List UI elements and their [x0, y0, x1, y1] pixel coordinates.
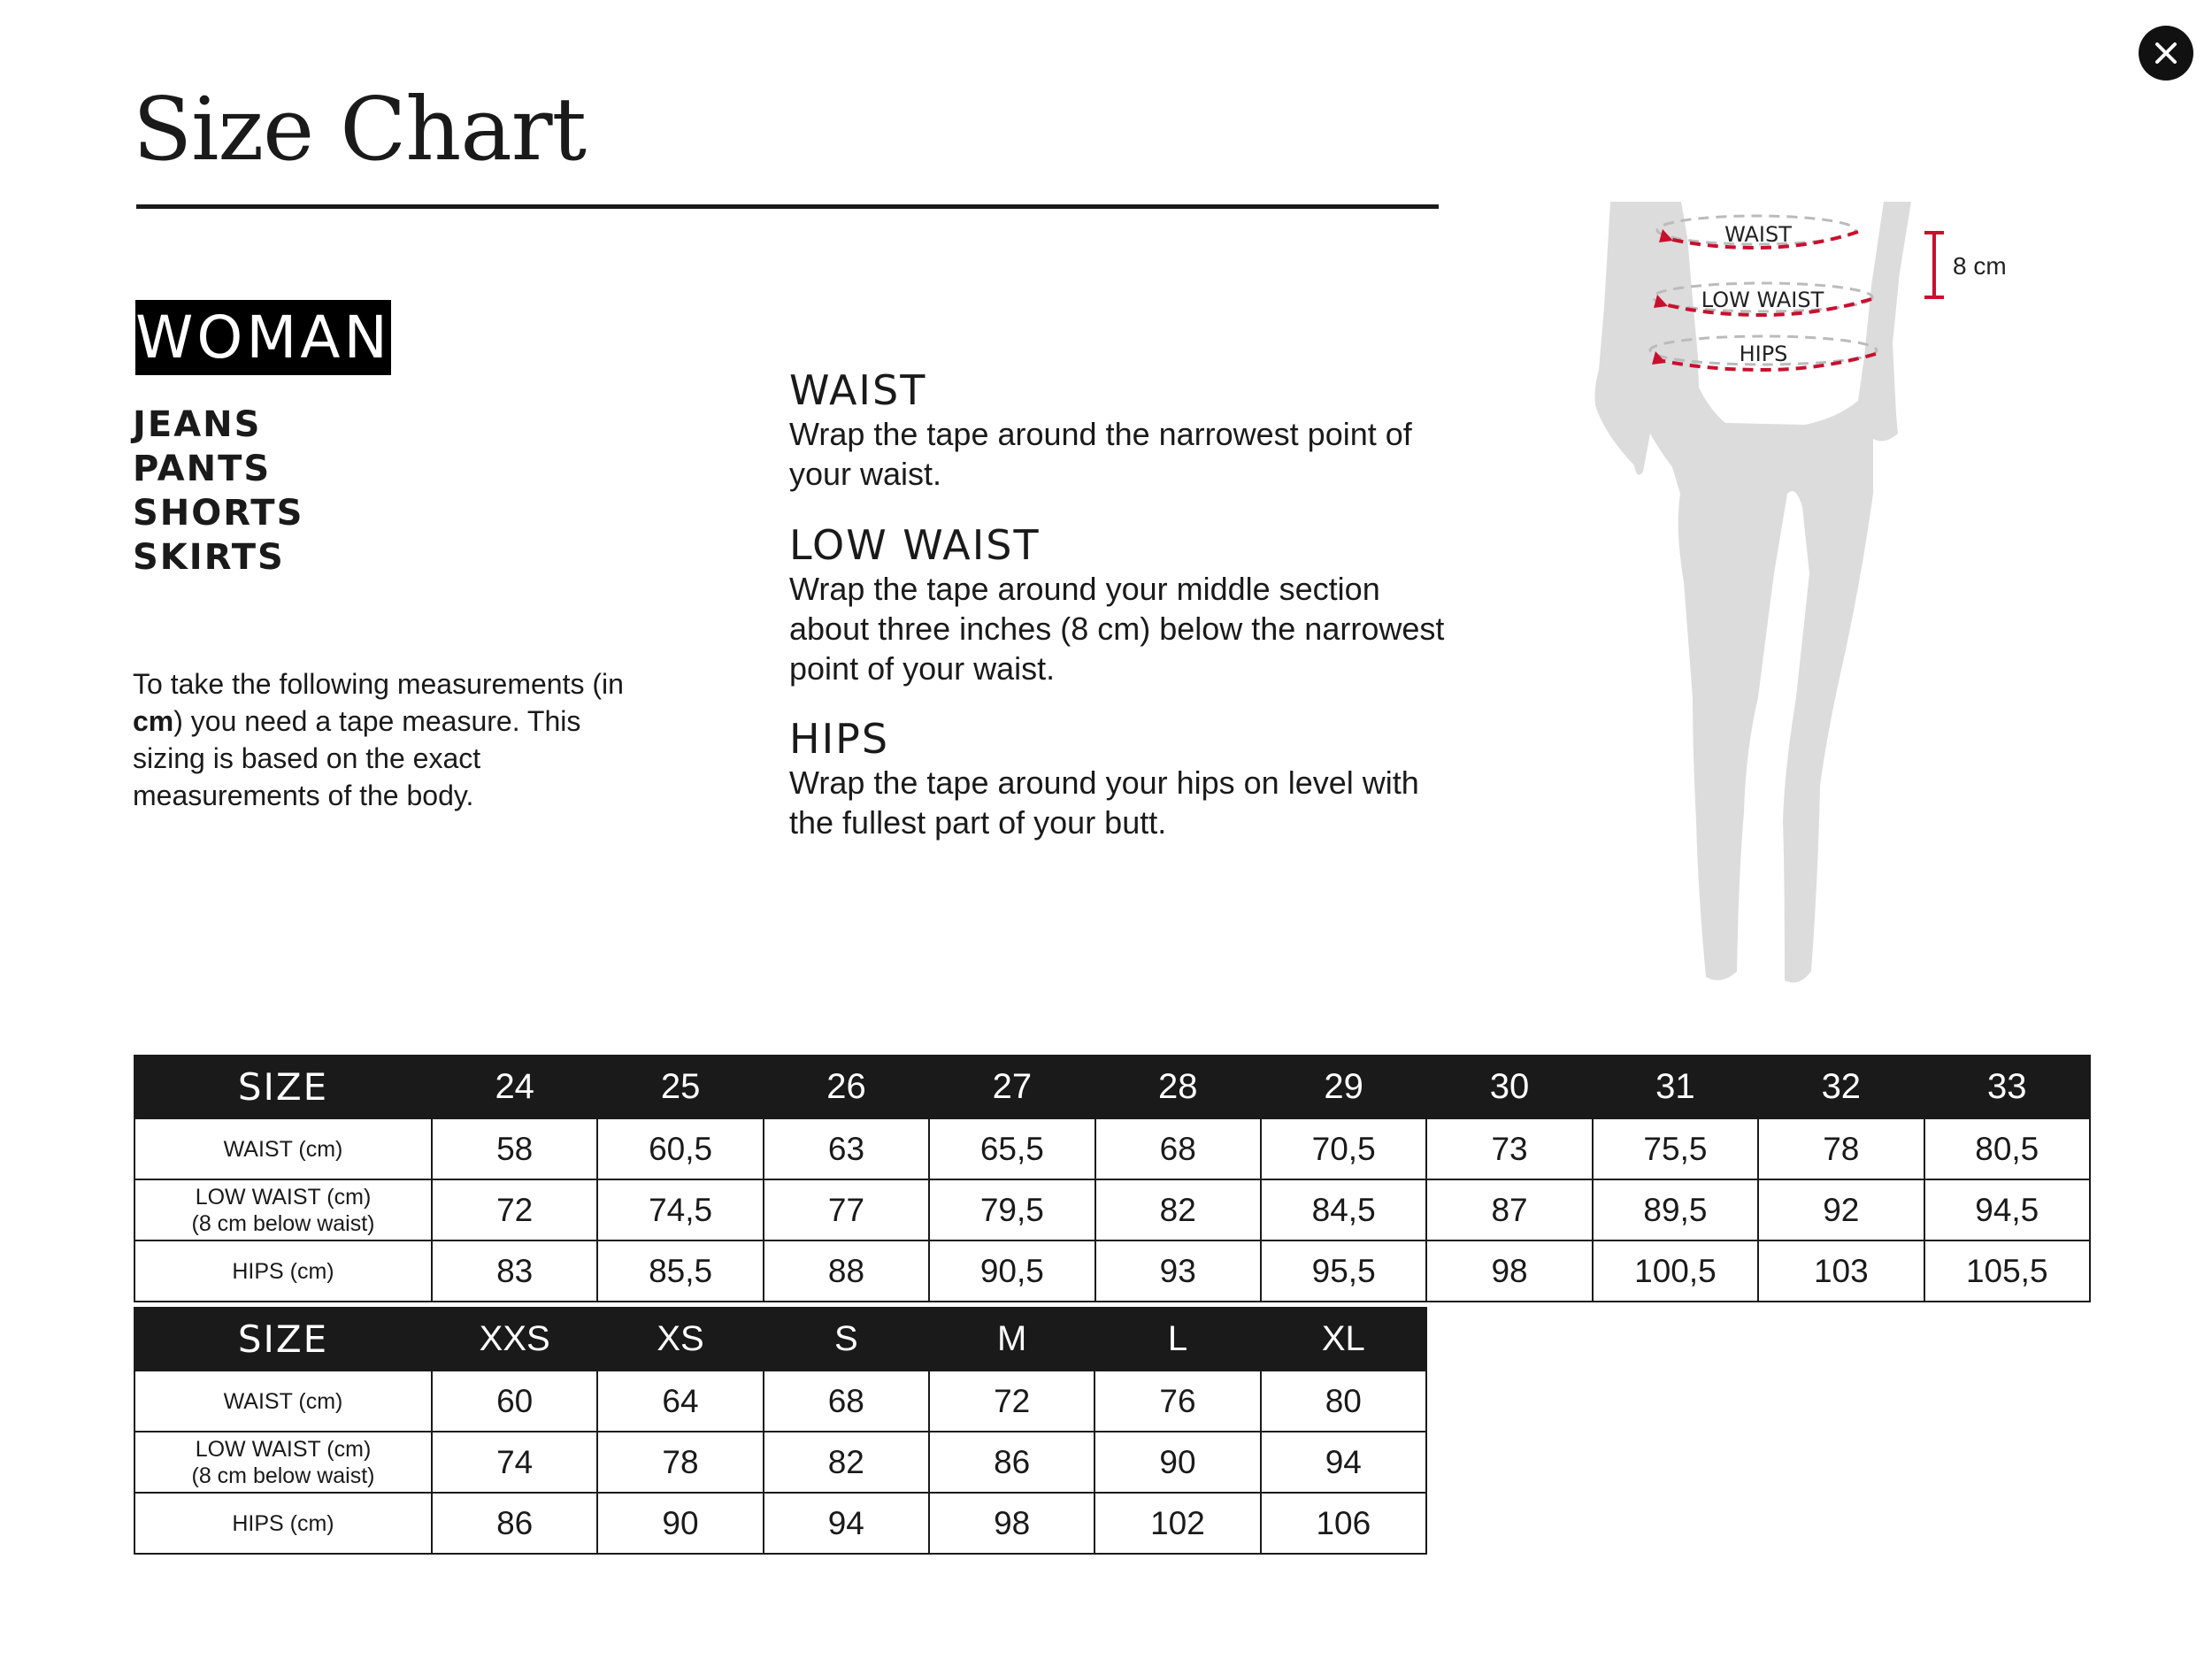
instruction-text: Wrap the tape around the narrowest point of your waist. [789, 416, 1412, 492]
category-item: SHORTS [133, 493, 304, 534]
table-cell: 82 [764, 1432, 929, 1493]
table-cell: 100,5 [1593, 1240, 1758, 1302]
table-row [134, 1493, 1426, 1554]
category-list [133, 403, 303, 580]
table-row [134, 1179, 2090, 1240]
table-cell: 80 [1261, 1371, 1426, 1432]
table-cell: 98 [1426, 1240, 1592, 1302]
size-header-cell: L [1094, 1308, 1260, 1371]
table-cell: 94,5 [1924, 1179, 2090, 1240]
close-button[interactable] [2139, 26, 2193, 81]
table-cell: 64 [597, 1371, 763, 1432]
table-cell: 77 [764, 1179, 929, 1240]
size-table-numeric [134, 1055, 2091, 1302]
table-cell: 94 [1261, 1432, 1426, 1493]
instruction-low-waist [789, 521, 1462, 688]
table-cell: 60 [432, 1371, 597, 1432]
size-header-cell: 29 [1261, 1056, 1426, 1118]
table-cell: 78 [1758, 1118, 1924, 1179]
instruction-hips [789, 715, 1462, 842]
size-header-cell: 32 [1758, 1056, 1924, 1118]
table-cell: 60,5 [597, 1118, 763, 1179]
size-header-cell: 31 [1593, 1056, 1758, 1118]
table-cell: 72 [432, 1179, 597, 1240]
size-header-cell: XXS [432, 1308, 597, 1371]
table-cell: 74 [432, 1432, 597, 1493]
table-cell: 102 [1094, 1493, 1260, 1554]
table-cell: 76 [1094, 1371, 1260, 1432]
table-cell: 80,5 [1924, 1118, 2090, 1179]
instruction-text: Wrap the tape around your middle section about three inches (8 cm) below the narrowest point of your waist. [789, 571, 1445, 687]
size-header-cell: 33 [1924, 1056, 2090, 1118]
row-label: LOW WAIST (cm) (8 cm below waist) [134, 1432, 432, 1493]
size-header-cell: S [764, 1308, 929, 1371]
row-label: WAIST (cm) [134, 1118, 432, 1179]
size-header-cell: 30 [1426, 1056, 1592, 1118]
table-cell: 78 [597, 1432, 763, 1493]
table-cell: 58 [432, 1118, 597, 1179]
category-item: SKIRTS [133, 537, 285, 578]
table-cell: 105,5 [1924, 1240, 2090, 1302]
close-icon [2153, 40, 2179, 66]
title-divider [136, 204, 1439, 209]
table-cell: 74,5 [597, 1179, 763, 1240]
offset-bracket [1924, 233, 1944, 297]
instruction-heading: WAIST [789, 366, 927, 414]
size-header-cell: 27 [929, 1056, 1094, 1118]
size-header-cell: 26 [764, 1056, 929, 1118]
table-header-row [134, 1056, 2090, 1118]
page-title: Size Chart [133, 80, 587, 180]
table-cell: 68 [1095, 1118, 1261, 1179]
table-cell: 84,5 [1261, 1179, 1426, 1240]
gender-badge: WOMAN [135, 300, 391, 375]
table-cell: 75,5 [1593, 1118, 1758, 1179]
table-cell: 92 [1758, 1179, 1924, 1240]
body-silhouette [1595, 202, 1912, 982]
table-cell: 73 [1426, 1118, 1592, 1179]
table-header-row [134, 1308, 1426, 1371]
table-cell: 90,5 [929, 1240, 1094, 1302]
row-label: HIPS (cm) [134, 1240, 432, 1302]
table-cell: 63 [764, 1118, 929, 1179]
table-cell: 94 [764, 1493, 929, 1554]
table-cell: 103 [1758, 1240, 1924, 1302]
size-header-cell: 24 [432, 1056, 597, 1118]
table-cell: 82 [1095, 1179, 1261, 1240]
category-item: JEANS [133, 404, 262, 445]
size-header-cell: 28 [1095, 1056, 1261, 1118]
table-cell: 86 [432, 1493, 597, 1554]
table-row [134, 1118, 2090, 1179]
table-cell: 88 [764, 1240, 929, 1302]
size-header-cell: XL [1261, 1308, 1426, 1371]
table-cell: 72 [929, 1371, 1094, 1432]
instruction-heading: HIPS [789, 715, 890, 763]
size-header-cell: M [929, 1308, 1094, 1371]
figure-label-waist: WAIST [1724, 222, 1792, 247]
table-cell: 86 [929, 1432, 1094, 1493]
size-header-label: SIZE [134, 1308, 432, 1371]
unit-emphasis: cm [133, 705, 174, 737]
figure-label-low-waist: LOW WAIST [1701, 288, 1824, 312]
size-header-cell: 25 [597, 1056, 763, 1118]
table-cell: 79,5 [929, 1179, 1094, 1240]
instruction-waist [789, 366, 1462, 494]
table-cell: 95,5 [1261, 1240, 1426, 1302]
table-row [134, 1371, 1426, 1432]
table-cell: 93 [1095, 1240, 1261, 1302]
size-header-label: SIZE [134, 1056, 432, 1118]
table-cell: 70,5 [1261, 1118, 1426, 1179]
body-figure-illustration [1588, 202, 2039, 989]
offset-label: 8 cm [1953, 252, 2007, 280]
table-cell: 65,5 [929, 1118, 1094, 1179]
instruction-heading: LOW WAIST [789, 521, 1041, 569]
size-table-letter [134, 1307, 1427, 1555]
table-cell: 68 [764, 1371, 929, 1432]
category-item: PANTS [133, 449, 272, 489]
row-label: HIPS (cm) [134, 1493, 432, 1554]
table-cell: 83 [432, 1240, 597, 1302]
table-cell: 98 [929, 1493, 1094, 1554]
size-header-cell: XS [597, 1308, 763, 1371]
row-label: LOW WAIST (cm) (8 cm below waist) [134, 1179, 432, 1240]
table-cell: 90 [597, 1493, 763, 1554]
table-cell: 90 [1094, 1432, 1260, 1493]
table-cell: 87 [1426, 1179, 1592, 1240]
table-row [134, 1432, 1426, 1493]
table-cell: 85,5 [597, 1240, 763, 1302]
intro-text: To take the following measurements (in cm) you need a tape measure. This sizing is based on the exact measurements of the body. [133, 668, 624, 811]
table-row [134, 1240, 2090, 1302]
table-cell: 106 [1261, 1493, 1426, 1554]
table-cell: 89,5 [1593, 1179, 1758, 1240]
figure-label-hips: HIPS [1739, 342, 1788, 366]
instruction-text: Wrap the tape around your hips on level with the fullest part of your butt. [789, 764, 1419, 841]
row-label: WAIST (cm) [134, 1371, 432, 1432]
